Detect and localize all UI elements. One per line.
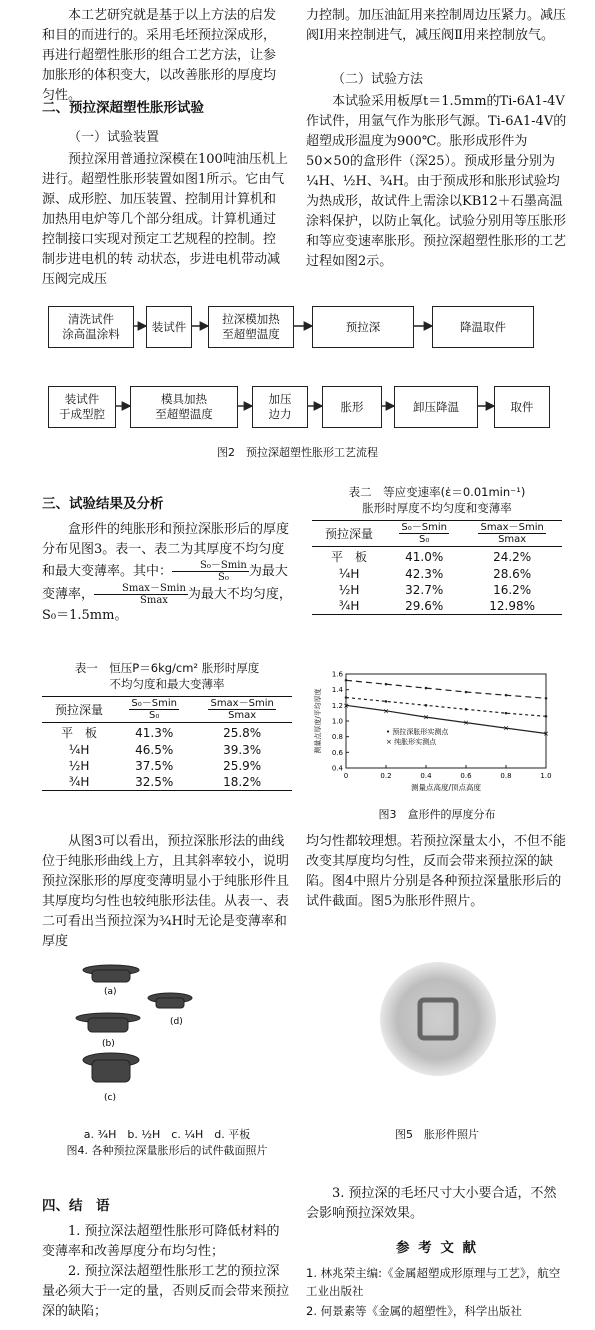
- table1-cell: 41.3%: [135, 725, 174, 740]
- col2-mid-text: 均匀性都较理想。若预拉深量太小，不但不能改变其厚度均匀性，反而会带来预拉深的缺陷。图4中照片分别是各种预拉深量胀形后的试件截面。图5为胀形件照片。: [306, 834, 567, 909]
- x-tick-label: 0.4: [420, 772, 432, 780]
- figure4-caption: 图4. 各种预拉深量胀形后的试件截面照片: [66, 1144, 268, 1157]
- series-line: [346, 680, 546, 698]
- fig4-label-a: (a): [104, 987, 117, 997]
- data-point: [545, 697, 548, 700]
- y-tick-label: 1.2: [331, 701, 343, 710]
- x-tick-label: 0.8: [500, 772, 512, 780]
- section3-text-part3: 为最大不均匀度，S₀＝1.5mm。: [42, 587, 292, 623]
- section3-heading: 三、试验结果及分析: [42, 496, 164, 512]
- col1-mid-paragraph: [42, 832, 292, 952]
- table2-cell: 12.98%: [489, 599, 536, 613]
- table1-h1-den: S₀: [149, 710, 160, 721]
- data-point: ×: [503, 724, 509, 733]
- table1-cell: 平 板: [61, 726, 98, 740]
- data-point: [345, 696, 348, 699]
- conclusion-item: 2. 预拉深法超塑性胀形工艺的预拉深量必须大于一定的量，否则反而会带来预拉深的缺陷；: [42, 1264, 290, 1319]
- table2-cell: 24.2%: [493, 549, 532, 564]
- table2-cell: 28.6%: [493, 567, 532, 581]
- y-tick-label: 1.4: [331, 686, 343, 695]
- figure3-caption: 图3 盒形件的厚度分布: [378, 808, 496, 821]
- x-axis-label: 测量点高度/顶点高度: [410, 783, 482, 792]
- section2-1-paragraph: [42, 150, 288, 290]
- data-point: [465, 691, 468, 694]
- figure5-caption: 图5 胀形件照片: [395, 1128, 479, 1141]
- table2-title-1: 表二 等应变速率(ε̇＝0.01min⁻¹): [348, 485, 526, 499]
- table2-cell: 16.2%: [493, 583, 532, 597]
- flow-step-press: 加压 边力: [252, 386, 308, 428]
- data-point: ×: [423, 713, 429, 722]
- data-point: [425, 687, 428, 690]
- col2-top-text: 力控制。加压油缸用来控制周边压紧力。减压阀Ⅰ用来控制进气，减压阀Ⅱ用来控制放气。: [306, 8, 567, 43]
- formula1-numerator: S₀－Smin: [172, 560, 249, 572]
- flow-step-load: 装试件: [146, 306, 192, 348]
- section4-heading: 四、结 语: [42, 1198, 110, 1214]
- series-line: [346, 698, 546, 717]
- formula2-denominator: Smax: [140, 595, 168, 606]
- table2-cell: ¼H: [338, 567, 360, 581]
- section2-1-heading: （一）试验装置: [68, 130, 160, 145]
- table2-cell: ¾H: [338, 599, 360, 613]
- flow-step-heat-die: 拉深模加热 至超塑温度: [208, 306, 294, 348]
- section3-paragraph: [42, 520, 292, 626]
- col1-mid-text: 从图3可以看出，预拉深胀形法的曲线位于纯胀形曲线上方，且其斜率较小，说明预拉深胀形的厚度变薄明显小于纯胀形件且其厚度均匀性也较纯胀形法佳。从表一、表二可看出当预拉深为¾H时无论是变薄率和厚度: [42, 834, 290, 949]
- section2-2-text: 本试验采用板厚t＝1.5mm的Ti-6A1-4V作试件，用氩气作为胀形气源。Ti-6A1-4V的超塑成形温度为900℃。胀形成形件为50×50的盒形件（深25）。预成形量分别为¼H、½H、¾H。由于预成形和胀形试验均为热成形，故试件上需涂以KB12＋石墨高温涂料保护，以防止氧化。试验分别用等压胀形和等应变速率胀形。预拉深超塑性胀形的工艺过程如图2示。: [306, 94, 567, 269]
- y-axis-label: 测量点厚度/平均厚度: [314, 688, 322, 754]
- table-row: [312, 598, 562, 615]
- section3-text: [42, 520, 292, 626]
- table2-cell: ½H: [338, 583, 360, 597]
- fig4-label-b: (b): [102, 1039, 115, 1049]
- table2-block: [312, 484, 562, 615]
- bulged-part-image: [378, 960, 498, 1078]
- data-point: [425, 704, 428, 707]
- table1-header-thinning: [116, 697, 192, 723]
- table2-cell: 32.7%: [405, 583, 444, 597]
- x-tick-label: 0: [343, 772, 349, 780]
- reference-item: 1. 林兆荣主编:《金属超塑成形原理与工艺》，航空工业出版社: [306, 1266, 561, 1298]
- table1-title-2: 不均匀度和最大变薄率: [109, 677, 225, 691]
- section3-text-part1: 盒形件的纯胀形和预拉深胀形后的厚度分布见图3。表一、表二为其厚度不均匀度和最大变薄率。其中：: [42, 522, 290, 579]
- y-tick-label: 1.6: [331, 670, 343, 679]
- section2-1-text: 预拉深用普通拉深模在100吨油压机上进行。超塑性胀形装置如图1所示。它由气源、成形腔、加压装置、控制用计算机和加热用电炉等几个部分组成。计算机通过控制接口实现对预定工艺规程的控制。控制步进电机的转 动状态，步进电机带动减压阀完成压: [42, 152, 288, 287]
- references-list: [306, 1264, 568, 1320]
- formula1-denominator: S₀: [218, 572, 229, 583]
- legend-entry: • 预拉深胀形实测点: [386, 728, 449, 736]
- table1-cell: ¾H: [68, 775, 90, 789]
- table1-h1-num: S₀－Smin: [131, 698, 177, 709]
- flow-step-bulge: 胀形: [322, 386, 382, 428]
- table2-h2-num: Smax－Smin: [480, 522, 544, 533]
- table2-h1-den: S₀: [419, 534, 430, 545]
- table-row: [42, 774, 292, 791]
- conclusion-item: 1. 预拉深法超塑性胀形可降低材料的变薄率和改善厚度分布均匀性；: [42, 1224, 280, 1259]
- table1-cell: 18.2%: [223, 775, 262, 789]
- section3-text-part2: 为最大变薄率，: [42, 564, 288, 602]
- flow-step-cool-remove: 降温取件: [432, 306, 534, 348]
- table-row: [312, 566, 562, 582]
- table1-cell: 46.5%: [135, 743, 174, 757]
- data-point: [345, 679, 348, 682]
- table2-header-thinning: [386, 521, 462, 547]
- references-heading: 参 考 文 献: [395, 1240, 479, 1256]
- section2-2-paragraph: [306, 92, 568, 272]
- data-point: [465, 708, 468, 711]
- table-row: [42, 758, 292, 774]
- table2-h1-num: S₀－Smin: [401, 522, 447, 533]
- x-tick-label: 1.0: [540, 772, 552, 780]
- table-row: [312, 582, 562, 598]
- table1-title-1: 表一 恒压P＝6kg/cm² 胀形时厚度: [74, 661, 260, 675]
- section2-2-heading: （二）试验方法: [332, 72, 424, 87]
- data-point: ×: [383, 707, 389, 716]
- table-row: [312, 547, 562, 567]
- flow-step-unload: 卸压降温: [394, 386, 478, 428]
- section2-heading: 二、预拉深超塑性胀形试验: [42, 100, 204, 116]
- table2-header-nonuniform: [462, 521, 562, 547]
- table1-h2-num: Smax－Smin: [210, 698, 274, 709]
- table2-cell: 42.3%: [405, 567, 444, 581]
- table1-cell: 39.3%: [223, 743, 262, 757]
- table2-cell: 平 板: [331, 550, 368, 564]
- thickness-chart-svg: [312, 668, 562, 798]
- figure5-photo: [378, 960, 498, 1078]
- reference-item: 2. 何景素等《金属的超塑性》，科学出版社: [306, 1304, 522, 1318]
- y-tick-label: 0.4: [331, 764, 343, 773]
- table1: [42, 696, 292, 791]
- table1-cell: ½H: [68, 759, 90, 773]
- flow-step-remove: 取件: [494, 386, 550, 428]
- data-point: [505, 694, 508, 697]
- table2-title-2: 胀形时厚度不均匀度和变薄率: [362, 501, 512, 515]
- table1-header-nonuniform: [192, 697, 292, 723]
- figure4-photo: [66, 960, 216, 1110]
- flow-step-predraw: 预拉深: [312, 306, 414, 348]
- plot-frame: [346, 674, 546, 768]
- x-tick-label: 0.6: [460, 772, 472, 780]
- conclusions-list: [42, 1222, 292, 1322]
- specimen-sections-image: [66, 960, 216, 1110]
- col2-top-paragraph: [306, 6, 568, 46]
- table1-cell: 25.8%: [223, 725, 262, 740]
- formula2-numerator: Smax－Smin: [94, 583, 188, 595]
- nonuniformity-formula: [94, 583, 188, 606]
- y-tick-label: 0.6: [331, 748, 343, 757]
- table1-cell: ¼H: [68, 743, 90, 757]
- table1-block: [42, 660, 292, 791]
- thinning-rate-formula: [172, 560, 249, 583]
- fig4-label-c: (c): [104, 1093, 116, 1103]
- table1-h2-den: Smax: [228, 710, 257, 721]
- figure2-caption: 图2 预拉深超塑性胀形工艺流程: [217, 446, 378, 459]
- flow-step-load-cavity: 装试件 于成型腔: [48, 386, 116, 428]
- flow-step-clean: 清洗试件 涂高温涂料: [48, 306, 134, 348]
- conclusion-item: 3. 预拉深的毛坯尺寸大小要合适，不然会影响预拉深效果。: [306, 1186, 557, 1221]
- fig4-label-d: (d): [170, 1017, 183, 1027]
- table1-cell: 25.9%: [223, 759, 262, 773]
- legend-entry: × 纯胀形实测点: [386, 738, 437, 746]
- table2-cell: 41.0%: [405, 549, 444, 564]
- table2-h2-den: Smax: [498, 534, 527, 545]
- table2-cell: 29.6%: [405, 599, 444, 613]
- data-point: [385, 700, 388, 703]
- flow-step-heat-mold: 模具加热 至超塑温度: [130, 386, 238, 428]
- table-row: [42, 742, 292, 758]
- process-flow-figure: [0, 296, 595, 466]
- thickness-chart: [312, 668, 562, 798]
- figure4-legend: a. ¾H b. ½H c. ¼H d. 平板: [83, 1128, 251, 1141]
- x-tick-label: 0.2: [380, 772, 392, 780]
- col2-mid-paragraph: [306, 832, 568, 912]
- data-point: ×: [463, 719, 469, 728]
- table2-header-predraw: 预拉深量: [325, 527, 374, 541]
- y-tick-label: 1.0: [331, 717, 343, 726]
- table1-cell: 37.5%: [135, 759, 174, 773]
- y-tick-label: 0.8: [331, 733, 343, 742]
- conclusion-3-block: [306, 1184, 568, 1224]
- table1-header-predraw: 预拉深量: [55, 703, 104, 717]
- data-point: [545, 715, 548, 718]
- data-point: ×: [343, 701, 349, 710]
- table2: [312, 520, 562, 615]
- table1-cell: 32.5%: [135, 775, 174, 789]
- table-row: [42, 723, 292, 743]
- intro-text: 本工艺研究就是基于以上方法的启发和目的而进行的。采用毛坯预拉深成形，再进行超塑性胀形的组合工艺方法，让参加胀形的体积变大，以改善胀形的厚度均匀性。: [42, 8, 277, 103]
- data-point: [505, 712, 508, 715]
- data-point: ×: [543, 730, 549, 739]
- intro-paragraph: [42, 6, 288, 106]
- data-point: [385, 683, 388, 686]
